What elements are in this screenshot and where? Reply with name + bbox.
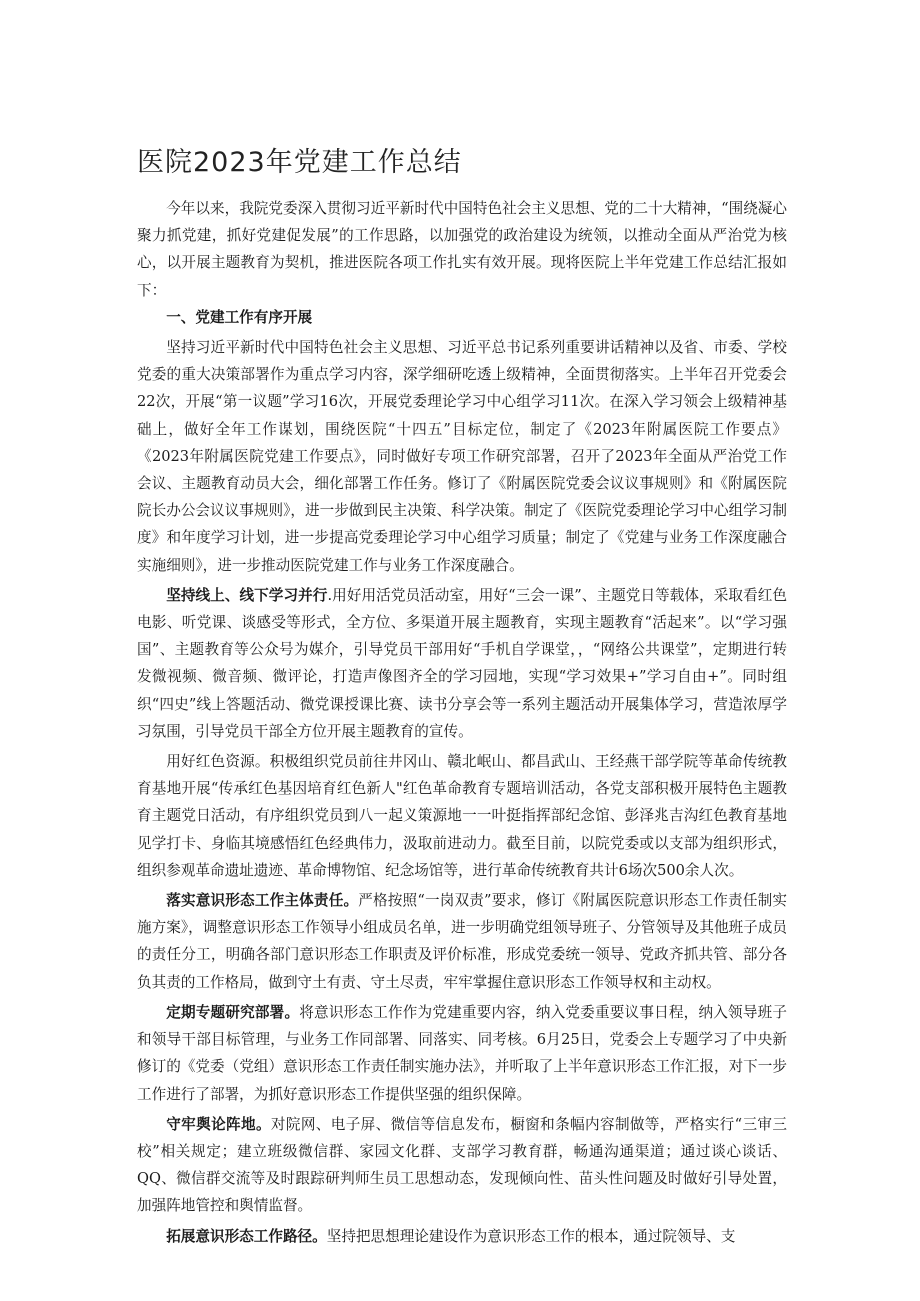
document-title: 医院2023年党建工作总结	[137, 147, 462, 178]
paragraph-lead: 守牢舆论阵地。	[166, 1115, 271, 1133]
paragraph-text: 严格按照“一岗双责”要求，修订《附属医院意识形态工作责任制实施方案》，调整意识形态工作领导小组成员名单，进一步明确党组领导班子、分管领导及其他班子成员的责任分工，明确各部门意识形态工作职责及评价标准，形成党委统一领导、党政齐抓共管、部分各负其责的工作格局，做到守土有责、守土尽责，牢牢掌握住意识形态工作领导权和主动权。	[137, 892, 787, 991]
paragraph-ideology-responsibility	[137, 887, 787, 996]
paragraph-text: 对院网、电子屏、微信等信息发布，橱窗和条幅内容制做等，严格实行“三审三校”相关规定；建立班级微信群、家园文化群、支部学习教育群，畅通沟通渠道；通过谈心谈话、QQ、微信群交流等及时跟踪研判师生员工思想动态，发现倾向性、苗头性问题及时做好引导处置，加强阵地管控和舆情监督。	[137, 1115, 787, 1215]
paragraph-online-offline	[137, 582, 787, 745]
paragraph-ideology-path	[137, 1223, 787, 1250]
paragraph-public-opinion	[137, 1111, 787, 1220]
paragraph-lead: 坚持线上、线下学习并行	[166, 586, 328, 604]
paragraph-study: 坚持习近平新时代中国特色社会主义思想、习近平总书记系列重要讲话精神以及省、市委、学校党委的重大决策部署作为重点学习内容，深学细研吃透上级精神，全面贯彻落实。上半年召开党委会22次，开展“第一议题”学习16次，开展党委理论学习中心组学习11次。在深入学习领会上级精神基础上，做好全年工作谋划，围绕医院“十四五”目标定位，制定了《2023年附属医院工作要点》《2023年附属医院党建工作要点》，同时做好专项工作研究部署，召开了2023年全面从严治党工作会议、主题教育动员大会，细化部署工作任务。修订了《附属医院党委会议议事规则》和《附属医院院长办公会议议事规则》，进一步做到民主决策、科学决策。制定了《医院党委理论学习中心组学习制度》和年度学习计划，进一步提高党委理论学习中心组学习质量；制定了《党建与业务工作深度融合实施细则》，进一步推动医院党建工作与业务工作深度融合。	[137, 339, 787, 574]
paragraph-text: .用好用活党员活动室，用好“三会一课”、主题党日等载体，采取看红色电影、听党课、谈感受等形式，全方位、多渠道开展主题教育，实现主题教育“活起来”。以“学习强国”、主题教育等公众号为媒介，引导党员干部用好“手机自学课堂，，“网络公共课堂”，定期进行转发微视频、微音频、微评论，打造声像图齐全的学习园地，实现“学习效果+”学习自由+”。同时组织“四史”线上答题活动、微党课授课比赛、读书分享会等一系列主题活动开展集体学习，营造浓厚学习氛围，引导党员干部全方位开展主题教育的宣传。	[137, 586, 788, 740]
paragraph-text: 坚持把思想理论建设作为意识形态工作的根本，通过院领导、支	[326, 1227, 736, 1245]
intro-paragraph: 今年以来，我院党委深入贯彻习近平新时代中国特色社会主义思想、党的二十大精神，“围绕凝心聚力抓党建，抓好党建促发展”的工作思路，以加强党的政治建设为统领，以推动全面从严治党为核心，以开展主题教育为契机，推进医院各项工作扎实有效开展。现将医院上半年党建工作总结汇报如下：	[137, 200, 787, 299]
paragraph-lead: 落实意识形态工作主体责任。	[166, 892, 359, 910]
section-heading-1: 一、党建工作有序开展	[166, 308, 313, 326]
paragraph-red-resources: 用好红色资源。积极组织党员前往井冈山、赣北岷山、都昌武山、王经燕干部学院等革命传统教育基地开展“传承红色基因培育红色新人"红色革命教育专题培训活动，各党支部积极开展特色主题教育主题党日活动，有序组织党员到八一起义策源地一一叶挺指挥部纪念馆、彭泽兆吉沟红色教育基地见学打卡、身临其境感悟红色经典伟力，汲取前进动力。截至目前，以院党委或以支部为组织形式，组织参观革命遗址遗迹、革命博物馆、纪念场馆等，进行革命传统教育共计6场次500余人次。	[137, 753, 787, 879]
paragraph-regular-research	[137, 999, 787, 1108]
document-body	[137, 195, 787, 1250]
paragraph-lead: 拓展意识形态工作路径。	[166, 1227, 327, 1245]
paragraph-text: 将意识形态工作作为党建重要内容，纳入党委重要议事日程，纳入领导班子和领导干部目标管理，与业务工作同部署、同落实、同考核。6月25日，党委会上专题学习了中央新修订的《党委（党组）意识形态工作责任制实施办法》，并听取了上半年意识形态工作汇报，对下一步工作进行了部署，为抓好意识形态工作提供坚强的组织保障。	[137, 1003, 787, 1103]
paragraph-lead: 定期专题研究部署。	[166, 1003, 300, 1021]
